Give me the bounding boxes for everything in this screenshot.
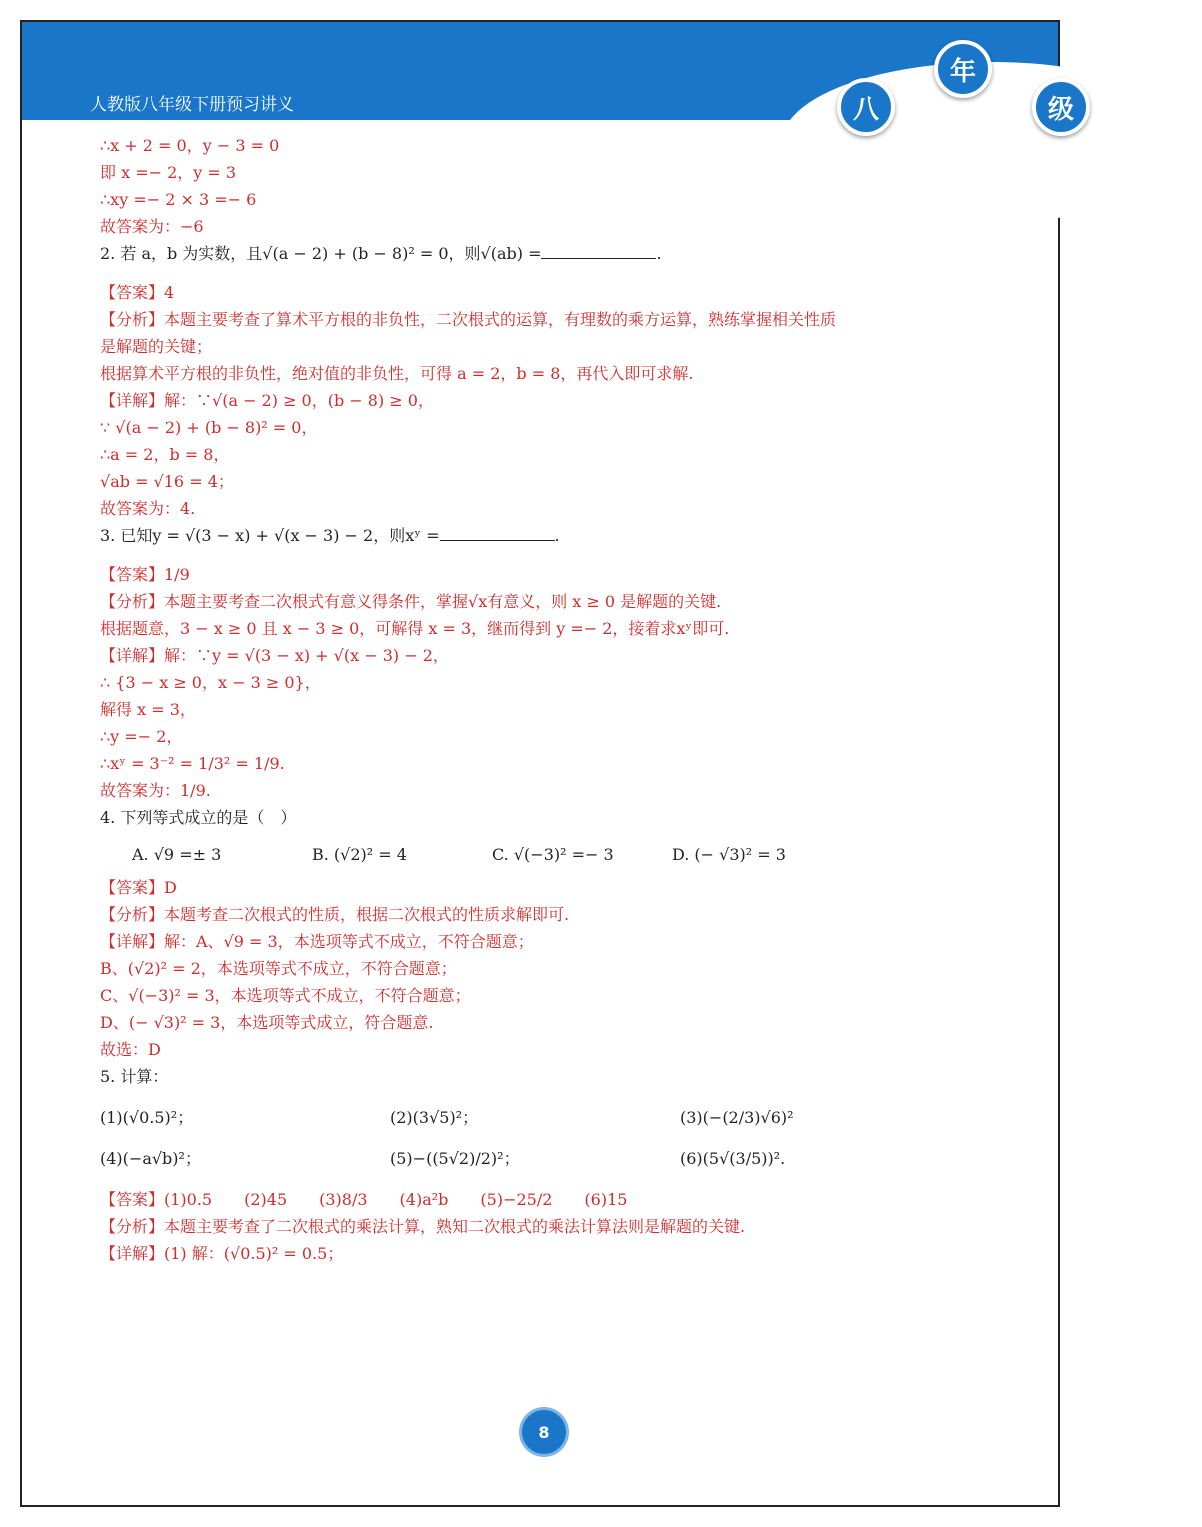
line-text: 解得 x = 3， (100, 700, 196, 719)
line-text: 【详解】解：A、√9 = 3，本选项等式不成立，不符合题意； (100, 932, 534, 951)
text-line (100, 723, 1000, 750)
line-text: 3. 已知y = √(3 − x) + √(x − 3) − 2，则xʸ = (100, 526, 440, 545)
text-line (100, 1240, 1000, 1267)
line-text: ∴ {3 − x ≥ 0，x − 3 ≥ 0}， (100, 673, 321, 692)
text-line (100, 495, 1000, 522)
line-text: ∴x + 2 = 0，y − 3 = 0 (100, 136, 280, 155)
line-text: 【分析】本题主要考查了算术平方根的非负性，二次根式的运算，有理数的乘方运算，熟练掌握相关性质 (100, 310, 837, 329)
text-block-2 (100, 874, 1000, 1090)
spacer (100, 267, 1000, 279)
text-line (100, 387, 1000, 414)
text-line (100, 642, 1000, 669)
q5-item-2: (2)(3√5)²； (390, 1108, 479, 1127)
answer-blank (440, 524, 555, 541)
page-number: 8 (519, 1407, 569, 1457)
text-line (100, 306, 1000, 333)
answer-blank (541, 242, 656, 259)
line-text: 即 x =− 2，y = 3 (100, 163, 237, 182)
text-line (100, 414, 1000, 441)
q4-choices (132, 841, 1000, 868)
line-text: √ab = √16 = 4； (100, 472, 234, 491)
text-line (100, 468, 1000, 495)
q5-item-6: (6)(5√(3/5))². (680, 1149, 786, 1168)
text-line (100, 1213, 1000, 1240)
line-text: 故选：D (100, 1040, 161, 1059)
line-text: 故答案为：1/9. (100, 781, 211, 800)
line-text: ∴a = 2，b = 8， (100, 445, 230, 464)
text-line (100, 213, 1000, 240)
line-text: ∵ √(a − 2) + (b − 8)² = 0， (100, 418, 318, 437)
line-text: 【答案】1/9 (100, 565, 190, 584)
content (100, 132, 1000, 1267)
line-text: 【分析】本题考查二次根式的性质，根据二次根式的性质求解即可. (100, 905, 570, 924)
line-text: 根据题意，3 − x ≥ 0 且 x − 3 ≥ 0，可解得 x = 3，继而得到 y =− 2，接着求xʸ即可. (100, 619, 730, 638)
line-text: C、√(−3)² = 3，本选项等式不成立，不符合题意； (100, 986, 471, 1005)
line-text: ∴y =− 2， (100, 727, 183, 746)
choice-b: B. (√2)² = 4 (312, 845, 407, 864)
text-line: 3. 已知y = √(3 − x) + √(x − 3) − 2，则xʸ = . (100, 526, 560, 545)
line-text: 【详解】(1) 解：(√0.5)² = 0.5； (100, 1244, 344, 1263)
line-text: ∴xy =− 2 × 3 =− 6 (100, 190, 257, 209)
text-line (100, 588, 1000, 615)
line-text: 【答案】4 (100, 283, 175, 302)
header-bar (22, 22, 1074, 125)
q5-item-1: (1)(√0.5)²； (100, 1108, 194, 1127)
line-text: 【分析】本题主要考查了二次根式的乘法计算，熟知二次根式的乘法计算法则是解题的关键. (100, 1217, 746, 1236)
grade-badge-nian: 年 (934, 40, 992, 98)
line-text: 【详解】解：∵y = √(3 − x) + √(x − 3) − 2， (100, 646, 449, 665)
text-line (100, 669, 1000, 696)
text-line (100, 982, 1000, 1009)
text-line (100, 1036, 1000, 1063)
line-text: B、(√2)² = 2，本选项等式不成立，不符合题意； (100, 959, 457, 978)
line-text: 【答案】D (100, 878, 177, 897)
text-line (100, 333, 1000, 360)
text-line: 2. 若 a，b 为实数，且√(a − 2) + (b − 8)² = 0，则√(ab) = . (100, 244, 662, 263)
line-text: 故答案为：4. (100, 499, 196, 518)
text-line (100, 186, 1000, 213)
text-line (100, 360, 1000, 387)
choice-a: A. √9 =± 3 (132, 845, 222, 864)
text-line (100, 901, 1000, 928)
text-line (100, 615, 1000, 642)
text-line (100, 441, 1000, 468)
text-line (100, 1063, 1000, 1090)
line-text: 2. 若 a，b 为实数，且√(a − 2) + (b − 8)² = 0，则√(ab) = (100, 244, 542, 263)
q5-item-5: (5)−((5√2)/2)²； (390, 1149, 520, 1168)
choice-c: C. √(−3)² =− 3 (492, 845, 614, 864)
line-text: 【详解】解：∵√(a − 2) ≥ 0，(b − 8) ≥ 0， (100, 391, 434, 410)
line-text: 根据算术平方根的非负性，绝对值的非负性，可得 a = 2，b = 8，再代入即可求解. (100, 364, 694, 383)
q5-item-4: (4)(−a√b)²； (100, 1149, 201, 1168)
q5-item-3: (3)(−(2/3)√6)² (680, 1108, 794, 1127)
text-line (100, 696, 1000, 723)
line-text: 【分析】本题主要考查二次根式有意义得条件，掌握√x有意义，则 x ≥ 0 是解题的关键. (100, 592, 722, 611)
text-line (100, 804, 1000, 831)
q5-row-1 (100, 1104, 1000, 1131)
text-line (100, 1186, 1000, 1213)
line-text: 故答案为：−6 (100, 217, 204, 236)
text-line (100, 132, 1000, 159)
text-block-1 (100, 132, 1000, 831)
text-block-3 (100, 1186, 1000, 1267)
spacer (100, 549, 1000, 561)
header-title: 人教版八年级下册预习讲义 (90, 95, 294, 115)
text-line (100, 955, 1000, 982)
line-text: 5. 计算： (100, 1067, 169, 1086)
grade-badge-ji: 级 (1032, 78, 1090, 136)
text-line (100, 750, 1000, 777)
text-line (100, 1009, 1000, 1036)
grade-badge-ba: 八 (837, 78, 895, 136)
page-frame (20, 20, 1074, 1507)
text-line (100, 159, 1000, 186)
text-line (100, 928, 1000, 955)
text-line (100, 874, 1000, 901)
line-text: 4. 下列等式成立的是（ ） (100, 808, 297, 827)
line-text: D、(− √3)² = 3，本选项等式成立，符合题意. (100, 1013, 434, 1032)
text-line (100, 561, 1000, 588)
line-text: 是解题的关键； (100, 337, 213, 356)
choice-d: D. (− √3)² = 3 (672, 845, 786, 864)
text-line (100, 279, 1000, 306)
q5-row-2 (100, 1145, 1000, 1172)
line-text: ∴xʸ = 3⁻² = 1/3² = 1/9. (100, 754, 285, 773)
line-text: 【答案】(1)0.5 (2)45 (3)8/3 (4)a²b (5)−25/2 (6)15 (100, 1190, 628, 1209)
text-line (100, 777, 1000, 804)
